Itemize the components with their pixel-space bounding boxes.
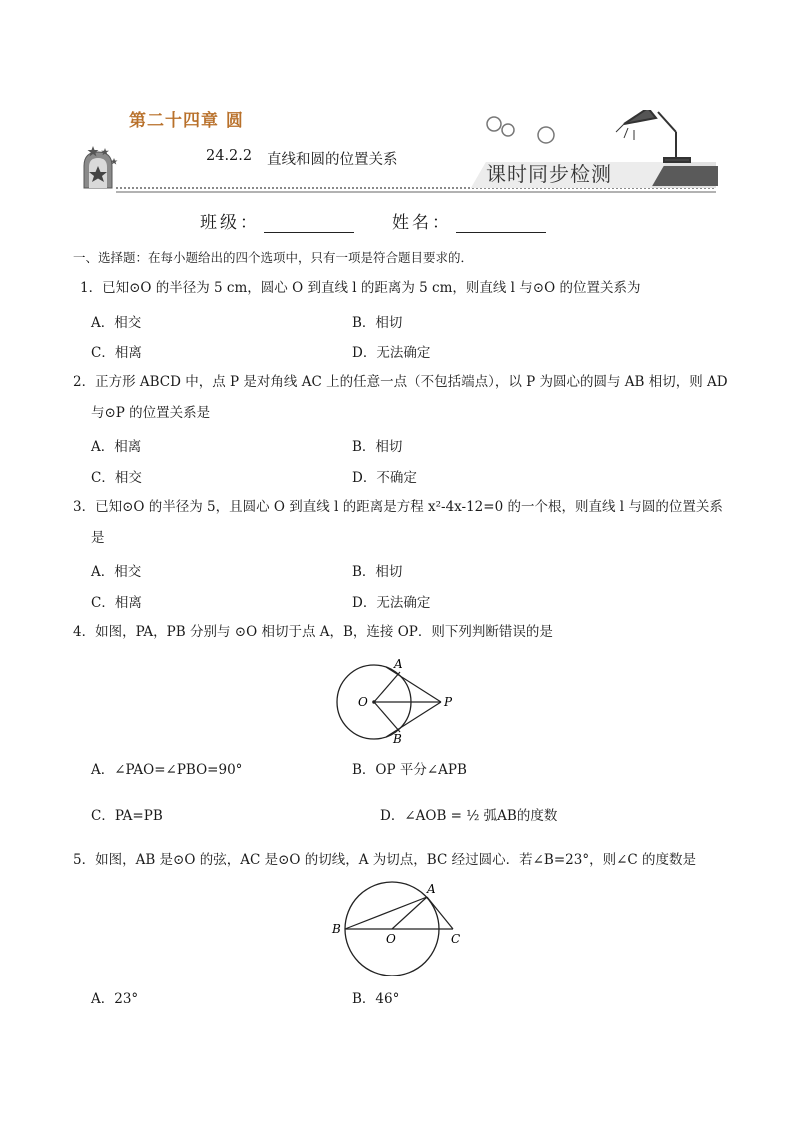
question-text-cont: 是 xyxy=(91,530,105,546)
label-b: B xyxy=(393,732,402,746)
label-a: A xyxy=(427,882,436,896)
label-o: O xyxy=(386,932,396,946)
option-b[interactable]: B．46° xyxy=(352,991,400,1007)
question-text: 1．已知⊙O 的半径为 5 cm，圆心 O 到直线 l 的距离为 5 cm，则直线 l 与⊙O 的位置关系为 xyxy=(80,280,641,296)
option-b[interactable]: B．OP 平分∠APB xyxy=(352,762,467,778)
option-d[interactable]: D．无法确定 xyxy=(352,595,431,611)
class-label: 班级： xyxy=(200,213,260,233)
option-d[interactable]: D．无法确定 xyxy=(352,345,431,361)
question-text: 4．如图，PA，PB 分别与 ⊙O 相切于点 A，B，连接 OP．则下列判断错误的是 xyxy=(73,624,553,640)
segment-oa xyxy=(392,897,427,929)
label-o: O xyxy=(358,695,368,709)
tangent-figure xyxy=(330,655,460,747)
option-d[interactable]: D．∠AOB = ½ 弧AB的度数 xyxy=(380,808,558,824)
option-a[interactable]: A．∠PAO=∠PBO=90° xyxy=(91,762,243,778)
option-c[interactable]: C．PA=PB xyxy=(91,808,163,824)
option-a[interactable]: A．相交 xyxy=(91,564,142,580)
name-field[interactable] xyxy=(392,208,546,233)
label-a: A xyxy=(394,657,403,671)
name-blank[interactable] xyxy=(456,216,546,233)
option-a[interactable]: A．相交 xyxy=(91,315,142,331)
option-c[interactable]: C．相交 xyxy=(91,470,142,486)
tangent-ac xyxy=(427,897,453,929)
name-label: 姓名： xyxy=(392,213,452,233)
badge-label: 课时同步检测 xyxy=(486,162,612,186)
segment-oa xyxy=(374,672,400,702)
section-number: 24.2.2 xyxy=(206,148,253,164)
option-a[interactable]: A．相离 xyxy=(91,439,142,455)
option-c[interactable]: C．相离 xyxy=(91,595,142,611)
label-p: P xyxy=(444,695,453,709)
option-c[interactable]: C．相离 xyxy=(91,345,142,361)
star-badge-icon xyxy=(84,146,118,188)
chord-tangent-figure xyxy=(328,880,470,976)
section-instructions: 一、选择题：在每小题给出的四个选项中，只有一项是符合题目要求的． xyxy=(73,250,474,265)
option-b[interactable]: B．相切 xyxy=(352,564,403,580)
option-a[interactable]: A．23° xyxy=(91,991,139,1007)
option-b[interactable]: B．相切 xyxy=(352,439,403,455)
label-c: C xyxy=(451,932,461,946)
question-text: 5．如图，AB 是⊙O 的弦，AC 是⊙O 的切线，A 为切点，BC 经过圆心．若∠B=23°，则∠C 的度数是 xyxy=(73,852,696,868)
banner-graphic xyxy=(76,110,726,195)
chapter-title: 第二十四章 圆 xyxy=(129,111,244,131)
desk-lamp-icon xyxy=(616,110,690,162)
segment-ob xyxy=(374,702,400,732)
question-text-cont: 与⊙P 的位置关系是 xyxy=(91,405,211,421)
option-b[interactable]: B．相切 xyxy=(352,315,403,331)
label-b: B xyxy=(332,922,341,936)
class-field[interactable] xyxy=(200,208,354,233)
question-text: 2．正方形 ABCD 中，点 P 是对角线 AC 上的任意一点（不包括端点），以 P 为圆心的圆与 AB 相切，则 AD xyxy=(73,374,728,390)
question-text: 3．已知⊙O 的半径为 5，且圆心 O 到直线 l 的距离是方程 x²-4x-12=0 的一个根，则直线 l 与圆的位置关系 xyxy=(73,499,723,515)
chord-ab xyxy=(345,897,427,929)
tangent-pa xyxy=(386,667,441,702)
option-d[interactable]: D．不确定 xyxy=(352,470,417,486)
class-blank[interactable] xyxy=(264,216,354,233)
section-title: 直线和圆的位置关系 xyxy=(267,152,398,168)
